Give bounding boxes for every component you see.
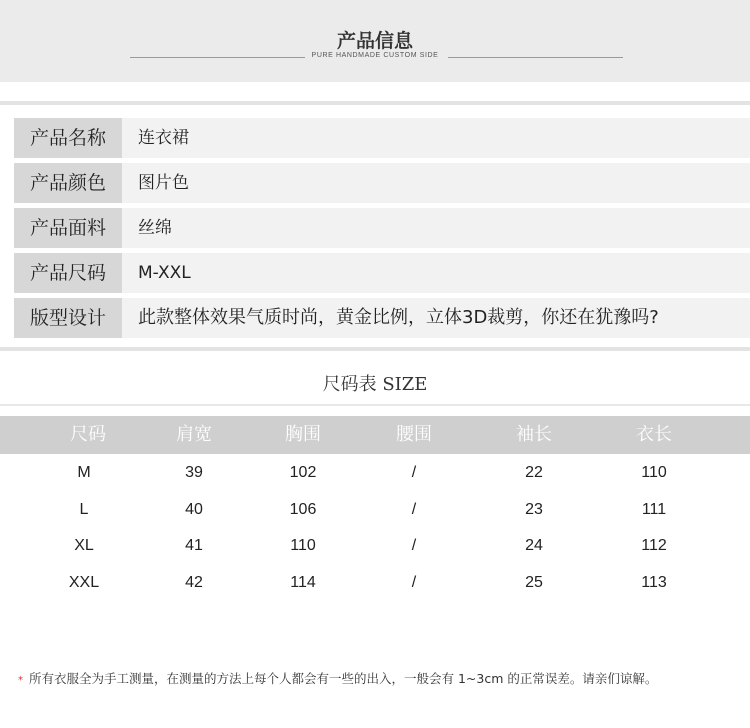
section-divider [0,101,750,105]
table-cell: 25 [525,574,543,591]
table-cell: 24 [525,537,543,554]
header-cell-waist: 腰围 [396,424,432,445]
info-row-color [14,163,750,203]
size-table-header [0,416,750,454]
table-cell: 110 [290,537,316,554]
table-cell: 102 [289,464,317,481]
header-cell-length: 衣长 [636,424,672,445]
info-row-name [14,118,750,158]
info-value: 连衣裙 [138,128,189,148]
header-cell-bust: 胸围 [285,424,321,445]
table-cell: 41 [185,537,203,554]
table-cell: 110 [641,464,667,481]
table-cell: 22 [525,464,543,481]
info-value: M-XXL [138,263,191,283]
info-row-size [14,253,750,293]
table-cell: 39 [185,464,203,481]
table-cell: 42 [185,574,203,591]
table-cell: 111 [641,501,667,518]
table-cell: M [77,464,91,481]
header-banner [0,0,750,82]
info-label: 产品名称 [14,118,122,158]
info-value: 此款整体效果气质时尚，黄金比例，立体3D裁剪，你还在犹豫吗? [138,307,659,328]
header-cell-shoulder: 肩宽 [176,424,212,445]
table-cell: / [411,501,417,518]
note-text: 所有衣服全为手工测量，在测量的方法上每个人都会有一些的出入，一般会有 1~3cm 的正常误差。请亲们谅解。 [29,671,658,686]
table-cell: XXL [68,574,100,591]
table-cell: / [411,464,417,481]
table-cell: / [411,537,417,554]
section-divider [0,347,750,351]
table-cell: 40 [185,501,203,518]
table-cell: L [79,501,89,518]
measurement-note [18,669,748,687]
table-cell: 106 [289,501,317,518]
table-cell: XL [74,537,94,554]
table-cell: 23 [525,501,543,518]
info-value: 丝绵 [138,218,172,238]
info-row-design [14,298,750,338]
info-label: 产品面料 [14,208,122,248]
table-cell: 114 [290,574,316,591]
header-cell-sleeve: 袖长 [516,424,552,445]
info-label: 版型设计 [14,298,122,338]
size-table-title: 尺码表 SIZE [322,374,428,395]
info-label: 产品颜色 [14,163,122,203]
header-cell-size: 尺码 [70,424,106,445]
table-cell: 113 [641,574,667,591]
asterisk-icon: * [18,675,23,686]
info-row-fabric [14,208,750,248]
table-cell: 112 [641,537,667,554]
banner-subtitle: PURE HANDMADE CUSTOM SIDE [311,52,439,59]
info-label: 产品尺码 [14,253,122,293]
size-table-divider [0,404,750,406]
table-cell: / [411,574,417,591]
banner-title: 产品信息 [336,30,413,52]
info-value: 图片色 [138,173,189,193]
